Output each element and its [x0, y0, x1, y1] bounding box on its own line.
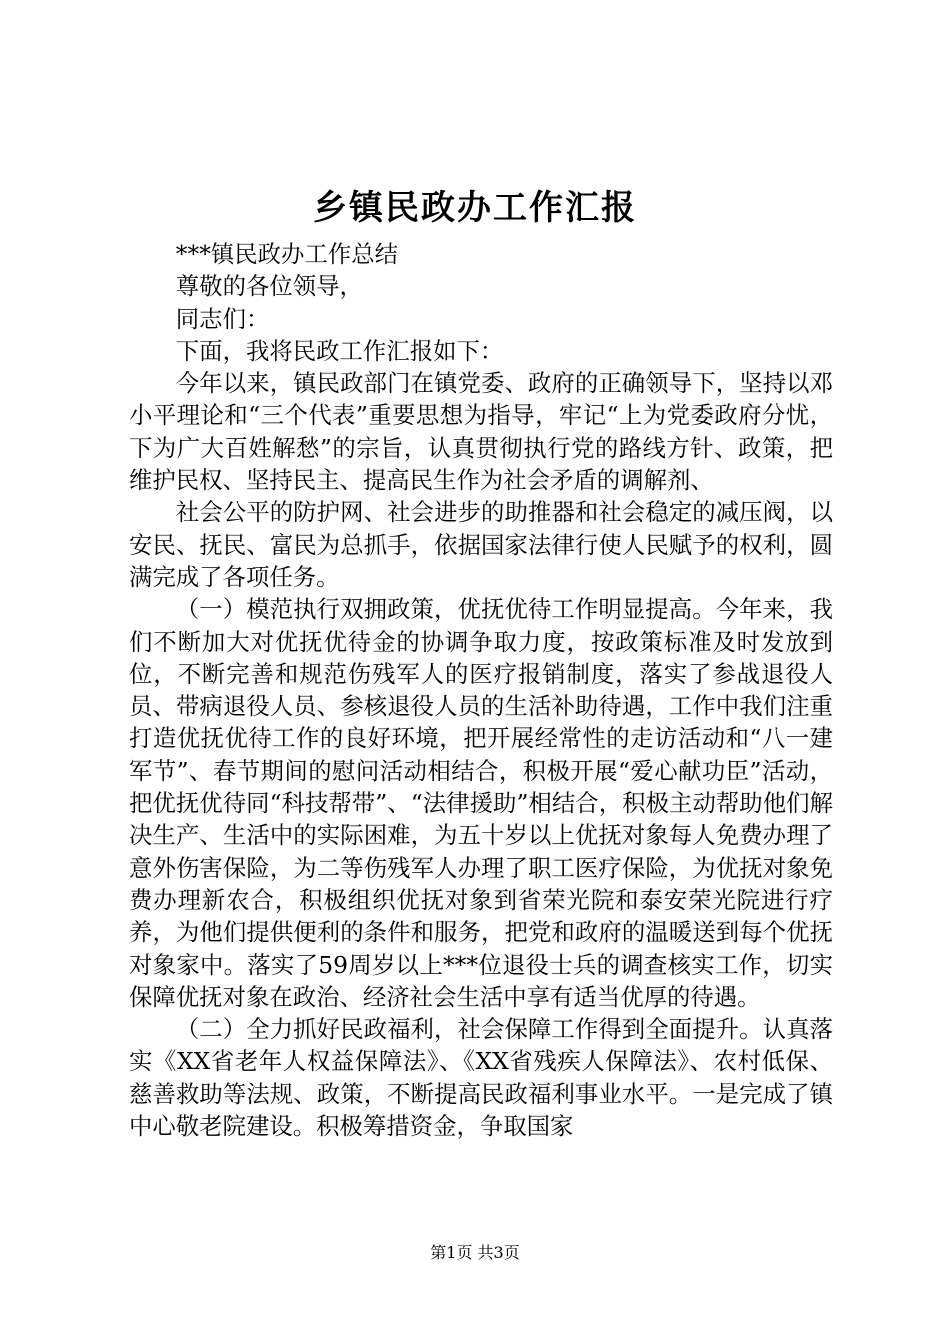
paragraph-salutation-2: 同志们： [175, 304, 270, 333]
paragraph-heading: ***镇民政办工作总结 [175, 240, 399, 268]
paragraph-overview-cont: 社会公平的防护网、社会进步的助推器和社会稳定的减压阀，以安民、抚民、富民为总抓手，依据国家法律行使人民赋予的权利，圆满完成了各项任务。 [129, 498, 833, 591]
paragraph-overview: 今年以来，镇民政部门在镇党委、政府的正确领导下，坚持以邓小平理论和“三个代表”重要思想为指导，牢记“上为党委政府分忧，下为广大百姓解愁”的宗旨，认真贯彻执行党的路线方针、政策，把维护民权、坚持民主、提高民生作为社会矛盾的调解剂、 [129, 369, 833, 495]
paragraph-intro: 下面，我将民政工作汇报如下： [175, 336, 504, 365]
page-footer: 第1页 共3页 [430, 1243, 520, 1262]
paragraph-section-1: （一）模范执行双拥政策，优抚优待工作明显提高。今年来，我们不断加大对优抚优待金的协调争取力度，按政策标准及时发放到位，不断完善和规范伤残军人的医疗报销制度，落实了参战退役人员、带病退役人员、参核退役人员的生活补助待遇，工作中我们注重打造优抚优待工作的良好环境，把开展经常性的走访活动和“八一建军节”、春节期间的慰问活动相结合，积极开展“爱心献功臣”活动，把优抚优待同“科技帮带”、“法律援助”相结合，积极主动帮助他们解决生产、生活中的实际困难，为五十岁以上优抚对象每人免费办理了意外伤害保险，为二等伤残军人办理了职工医疗保险，为优抚对象免费办理新农合，积极组织优抚对象到省荣光院和泰安荣光院进行疗养，为他们提供便利的条件和服务，把党和政府的温暖送到每个优抚对象家中。落实了59周岁以上***位退役士兵的调查核实工作，切实保障优抚对象在政治、经济社会生活中享有适当优厚的待遇。 [129, 595, 833, 1011]
document-body [129, 238, 833, 1142]
document-title: 乡镇民政办工作汇报 [313, 188, 637, 228]
paragraph-salutation: 尊敬的各位领导， [175, 272, 363, 301]
paragraph-section-2: （二）全力抓好民政福利，社会保障工作得到全面提升。认真落实《XX省老年人权益保障法》、《XX省残疾人保障法》、农村低保、慈善救助等法规、政策，不断提高民政福利事业水平。一是完成了镇中心敬老院建设。积极筹措资金，争取国家 [129, 1015, 833, 1141]
